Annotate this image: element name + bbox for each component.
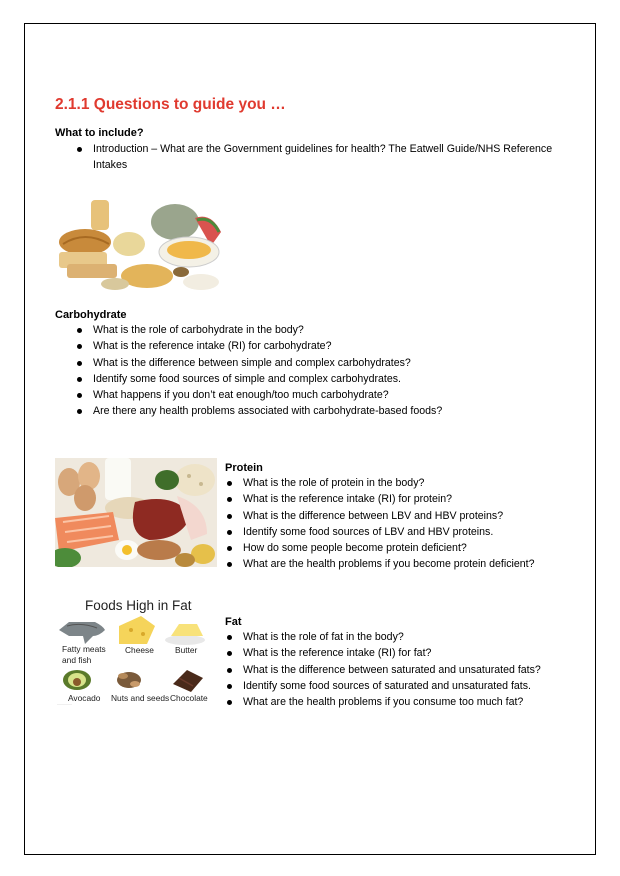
list-item: What is the role of protein in the body? [225,475,570,491]
carbohydrate-foods-image [55,196,222,298]
list-item: What is the difference between simple and complex carbohydrates? [75,355,565,371]
fat-label-butter: Butter [175,645,198,655]
list-item: What is the reference intake (RI) for protein? [225,491,570,507]
carbohydrate-title: Carbohydrate [55,309,127,321]
list-item: What are the health problems if you become protein deficient? [225,556,570,572]
list-item: Identify some food sources of simple and complex carbohydrates. [75,371,565,387]
intro-list [75,141,565,174]
list-item: What is the role of carbohydrate in the body? [75,322,565,338]
fat-list [225,629,570,710]
list-item: What is the reference intake (RI) for carbohydrate? [75,338,565,354]
list-item: What happens if you don’t eat enough/too much carbohydrate? [75,387,565,403]
page-heading: 2.1.1 Questions to guide you … [55,96,286,113]
protein-foods-image [55,458,217,567]
fat-label-fatty-meats: Fatty meats [62,644,106,654]
fat-label-nuts-and-seeds: Nuts and seeds [111,693,170,703]
fat-title: Fat [225,616,242,628]
list-item: How do some people become protein deficient? [225,540,570,556]
fat-label-cheese: Cheese [125,645,154,655]
list-item: Identify some food sources of LBV and HBV proteins. [225,524,570,540]
list-item: What is the role of fat in the body? [225,629,570,645]
carbohydrate-list [75,322,565,420]
protein-title: Protein [225,462,263,474]
list-item: What is the reference intake (RI) for fat? [225,645,570,661]
protein-list [225,475,570,573]
fat-label-chocolate: Chocolate [170,693,208,703]
list-item: Identify some food sources of saturated and unsaturated fats. [225,678,570,694]
list-item: What are the health problems if you consume too much fat? [225,694,570,710]
fat-label-and-fish: and fish [62,655,92,665]
fat-label-avocado: Avocado [68,693,101,703]
fat-image-title: Foods High in Fat [85,598,192,613]
image-credit: ─────── [57,702,72,706]
intro-title: What to include? [55,127,144,139]
list-item: What is the difference between saturated and unsaturated fats? [225,662,570,678]
list-item: Are there any health problems associated with carbohydrate-based foods? [75,403,565,419]
list-item: What is the difference between LBV and HBV proteins? [225,508,570,524]
list-item: Introduction – What are the Government guidelines for health? The Eatwell Guide/NHS Reference Intakes [75,141,565,174]
